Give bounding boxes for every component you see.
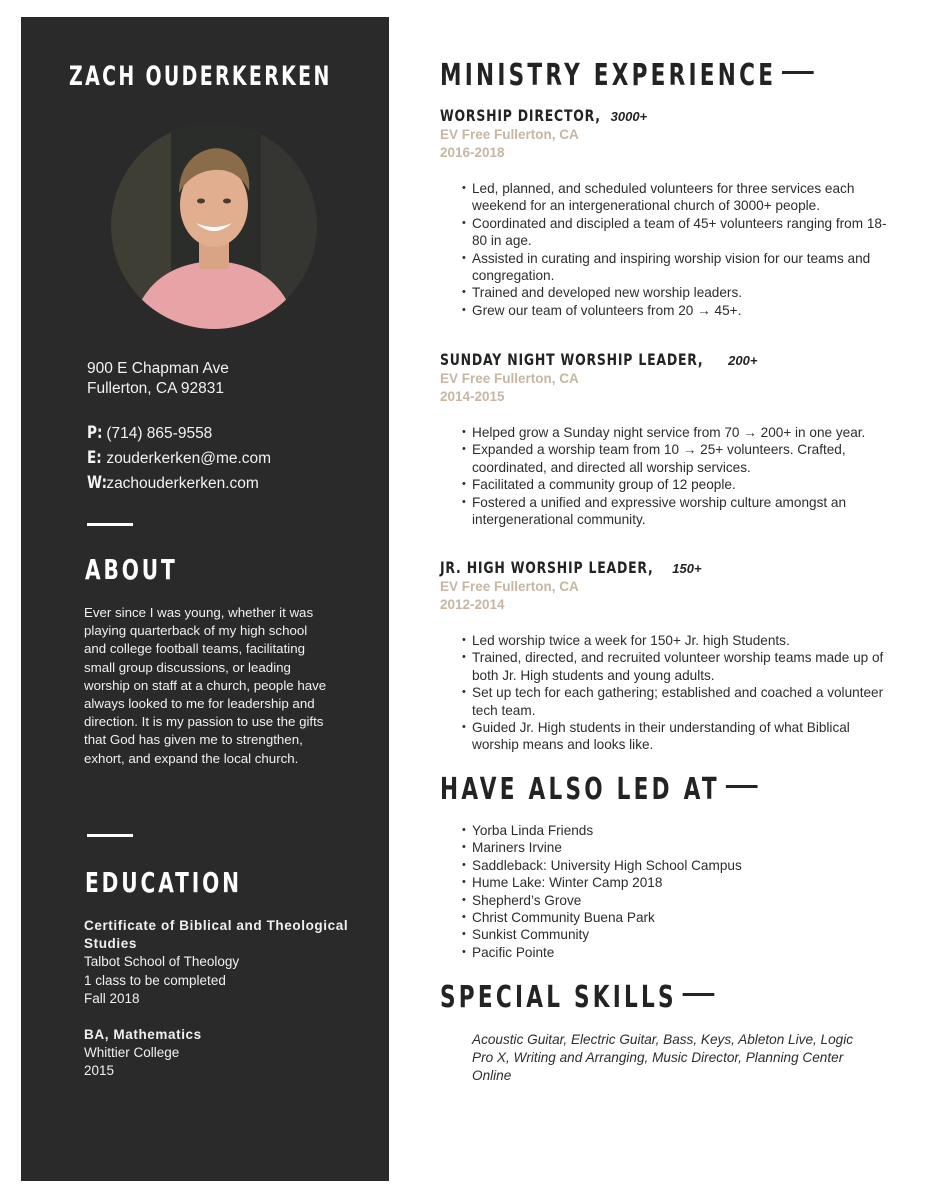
list-item: • Trained and developed new worship leaders. [462, 284, 900, 301]
email-label: E: [87, 448, 102, 468]
list-item: • Helped grow a Sunday night service from 70 → 200+ in one year. [462, 424, 900, 441]
job-bullets [440, 424, 900, 528]
job-bullets [440, 632, 900, 754]
education-line: Whittier College [84, 1045, 180, 1061]
heading-dash [683, 993, 715, 996]
divider [87, 523, 133, 526]
address-line: Fullerton, CA 92831 [87, 380, 225, 397]
profile-photo [111, 123, 317, 329]
education-line: Fall 2018 [84, 990, 140, 1006]
person-name: ZACH OUDERKERKEN [69, 61, 332, 92]
phone-row [87, 423, 271, 448]
address-line: 900 E Chapman Ave [87, 360, 229, 377]
list-item: • Pacific Pointe [462, 944, 742, 961]
list-item: • Grew our team of volunteers from 20 → 45+. [462, 302, 900, 319]
education-entry [84, 917, 354, 1008]
list-item: • Fostered a unified and expressive worship culture amongst an intergenerational community. [462, 494, 900, 529]
job-years: 2012-2014 [440, 597, 505, 612]
education-entry [84, 1026, 354, 1081]
job-entry [440, 350, 900, 528]
list-item: • Shepherd’s Grove [462, 892, 742, 909]
website-label: W: [87, 473, 108, 493]
congregation-size: 3000+ [610, 109, 648, 124]
list-item: • Expanded a worship team from 10 → 25+ volunteers. Crafted, coordinated, and directed all worship services. [462, 441, 900, 476]
job-entry [440, 106, 900, 319]
job-title: SUNDAY NIGHT WORSHIP LEADER, [440, 350, 704, 369]
degree-title: BA, Mathematics [84, 1027, 202, 1042]
website-row [87, 473, 271, 498]
website-value[interactable]: zachouderkerken.com [106, 475, 259, 492]
job-title-row [440, 350, 900, 370]
about-text: Ever since I was young, whether it was playing quarterback of my high school and college football teams, facilitating small group discussions, or leading worship on staff at a church, people have always looked to me for leadership and direction. It is my passion to use the gifts that God has given me to strengthen, exhort, and expand the local church. [84, 605, 327, 766]
list-item: • Hume Lake: Winter Camp 2018 [462, 874, 742, 891]
job-organization: EV Free Fullerton, CA [440, 579, 579, 594]
job-title-row [440, 558, 900, 578]
email-value[interactable]: zouderkerken@me.com [106, 450, 272, 467]
list-item: • Mariners Irvine [462, 839, 742, 856]
job-title: WORSHIP DIRECTOR, [440, 106, 601, 125]
list-item: • Trained, directed, and recruited volunteer worship teams made up of both Jr. High students and young adults. [462, 649, 900, 684]
job-organization: EV Free Fullerton, CA [440, 371, 579, 386]
list-item: • Yorba Linda Friends [462, 822, 742, 839]
phone-label: P: [87, 423, 103, 443]
job-entry [440, 558, 900, 754]
led-at-list [462, 822, 742, 961]
job-organization: EV Free Fullerton, CA [440, 127, 579, 142]
list-item: • Led, planned, and scheduled volunteers for three services each weekend for an intergenerational church of 3000+ people. [462, 180, 900, 215]
job-bullets [440, 180, 900, 319]
job-title: JR. HIGH WORSHIP LEADER, [440, 558, 654, 577]
list-item: • Guided Jr. High students in their understanding of what Biblical worship means and looks like. [462, 719, 900, 754]
list-item: • Led worship twice a week for 150+ Jr. high Students. [462, 632, 900, 649]
sidebar [21, 17, 389, 1181]
list-item: • Set up tech for each gathering; established and coached a volunteer tech team. [462, 684, 900, 719]
list-item: • Coordinated and discipled a team of 45+ volunteers ranging from 18-80 in age. [462, 215, 900, 250]
contact-info [87, 423, 271, 498]
education-line: 2015 [84, 1063, 115, 1079]
have-also-led-at-heading-text: HAVE ALSO LED AT [440, 772, 720, 807]
special-skills-text: Acoustic Guitar, Electric Guitar, Bass, Keys, Ableton Live, Logic Pro X, Writing and Arranging, Music Director, Planning Center Online [472, 1032, 854, 1083]
special-skills-heading [440, 980, 714, 1015]
list-item: • Saddleback: University High School Campus [462, 857, 742, 874]
list-item: • Facilitated a community group of 12 people. [462, 476, 900, 493]
education-line: Talbot School of Theology [84, 954, 240, 970]
job-years: 2014-2015 [440, 389, 505, 404]
have-also-led-at-heading [440, 772, 757, 807]
heading-dash [726, 785, 758, 788]
phone-value[interactable]: (714) 865-9558 [106, 425, 213, 442]
job-years: 2016-2018 [440, 145, 505, 160]
ministry-experience-heading [440, 58, 814, 93]
address [87, 359, 229, 399]
ministry-experience-heading-text: MINISTRY EXPERIENCE [440, 58, 777, 93]
congregation-size: 150+ [672, 561, 702, 576]
about-heading: ABOUT [85, 553, 178, 586]
list-item: • Sunkist Community [462, 926, 742, 943]
email-row [87, 448, 271, 473]
education-heading: EDUCATION [85, 866, 242, 899]
job-title-row [440, 106, 900, 126]
list-item: • Assisted in curating and inspiring worship vision for our teams and congregation. [462, 250, 900, 285]
heading-dash [782, 71, 814, 74]
degree-title: Certificate of Biblical and Theological Studies [84, 918, 349, 952]
education-line: 1 class to be completed [84, 972, 226, 988]
divider [87, 834, 133, 837]
congregation-size: 200+ [728, 353, 758, 368]
list-item: • Christ Community Buena Park [462, 909, 742, 926]
special-skills-heading-text: SPECIAL SKILLS [440, 980, 677, 1015]
